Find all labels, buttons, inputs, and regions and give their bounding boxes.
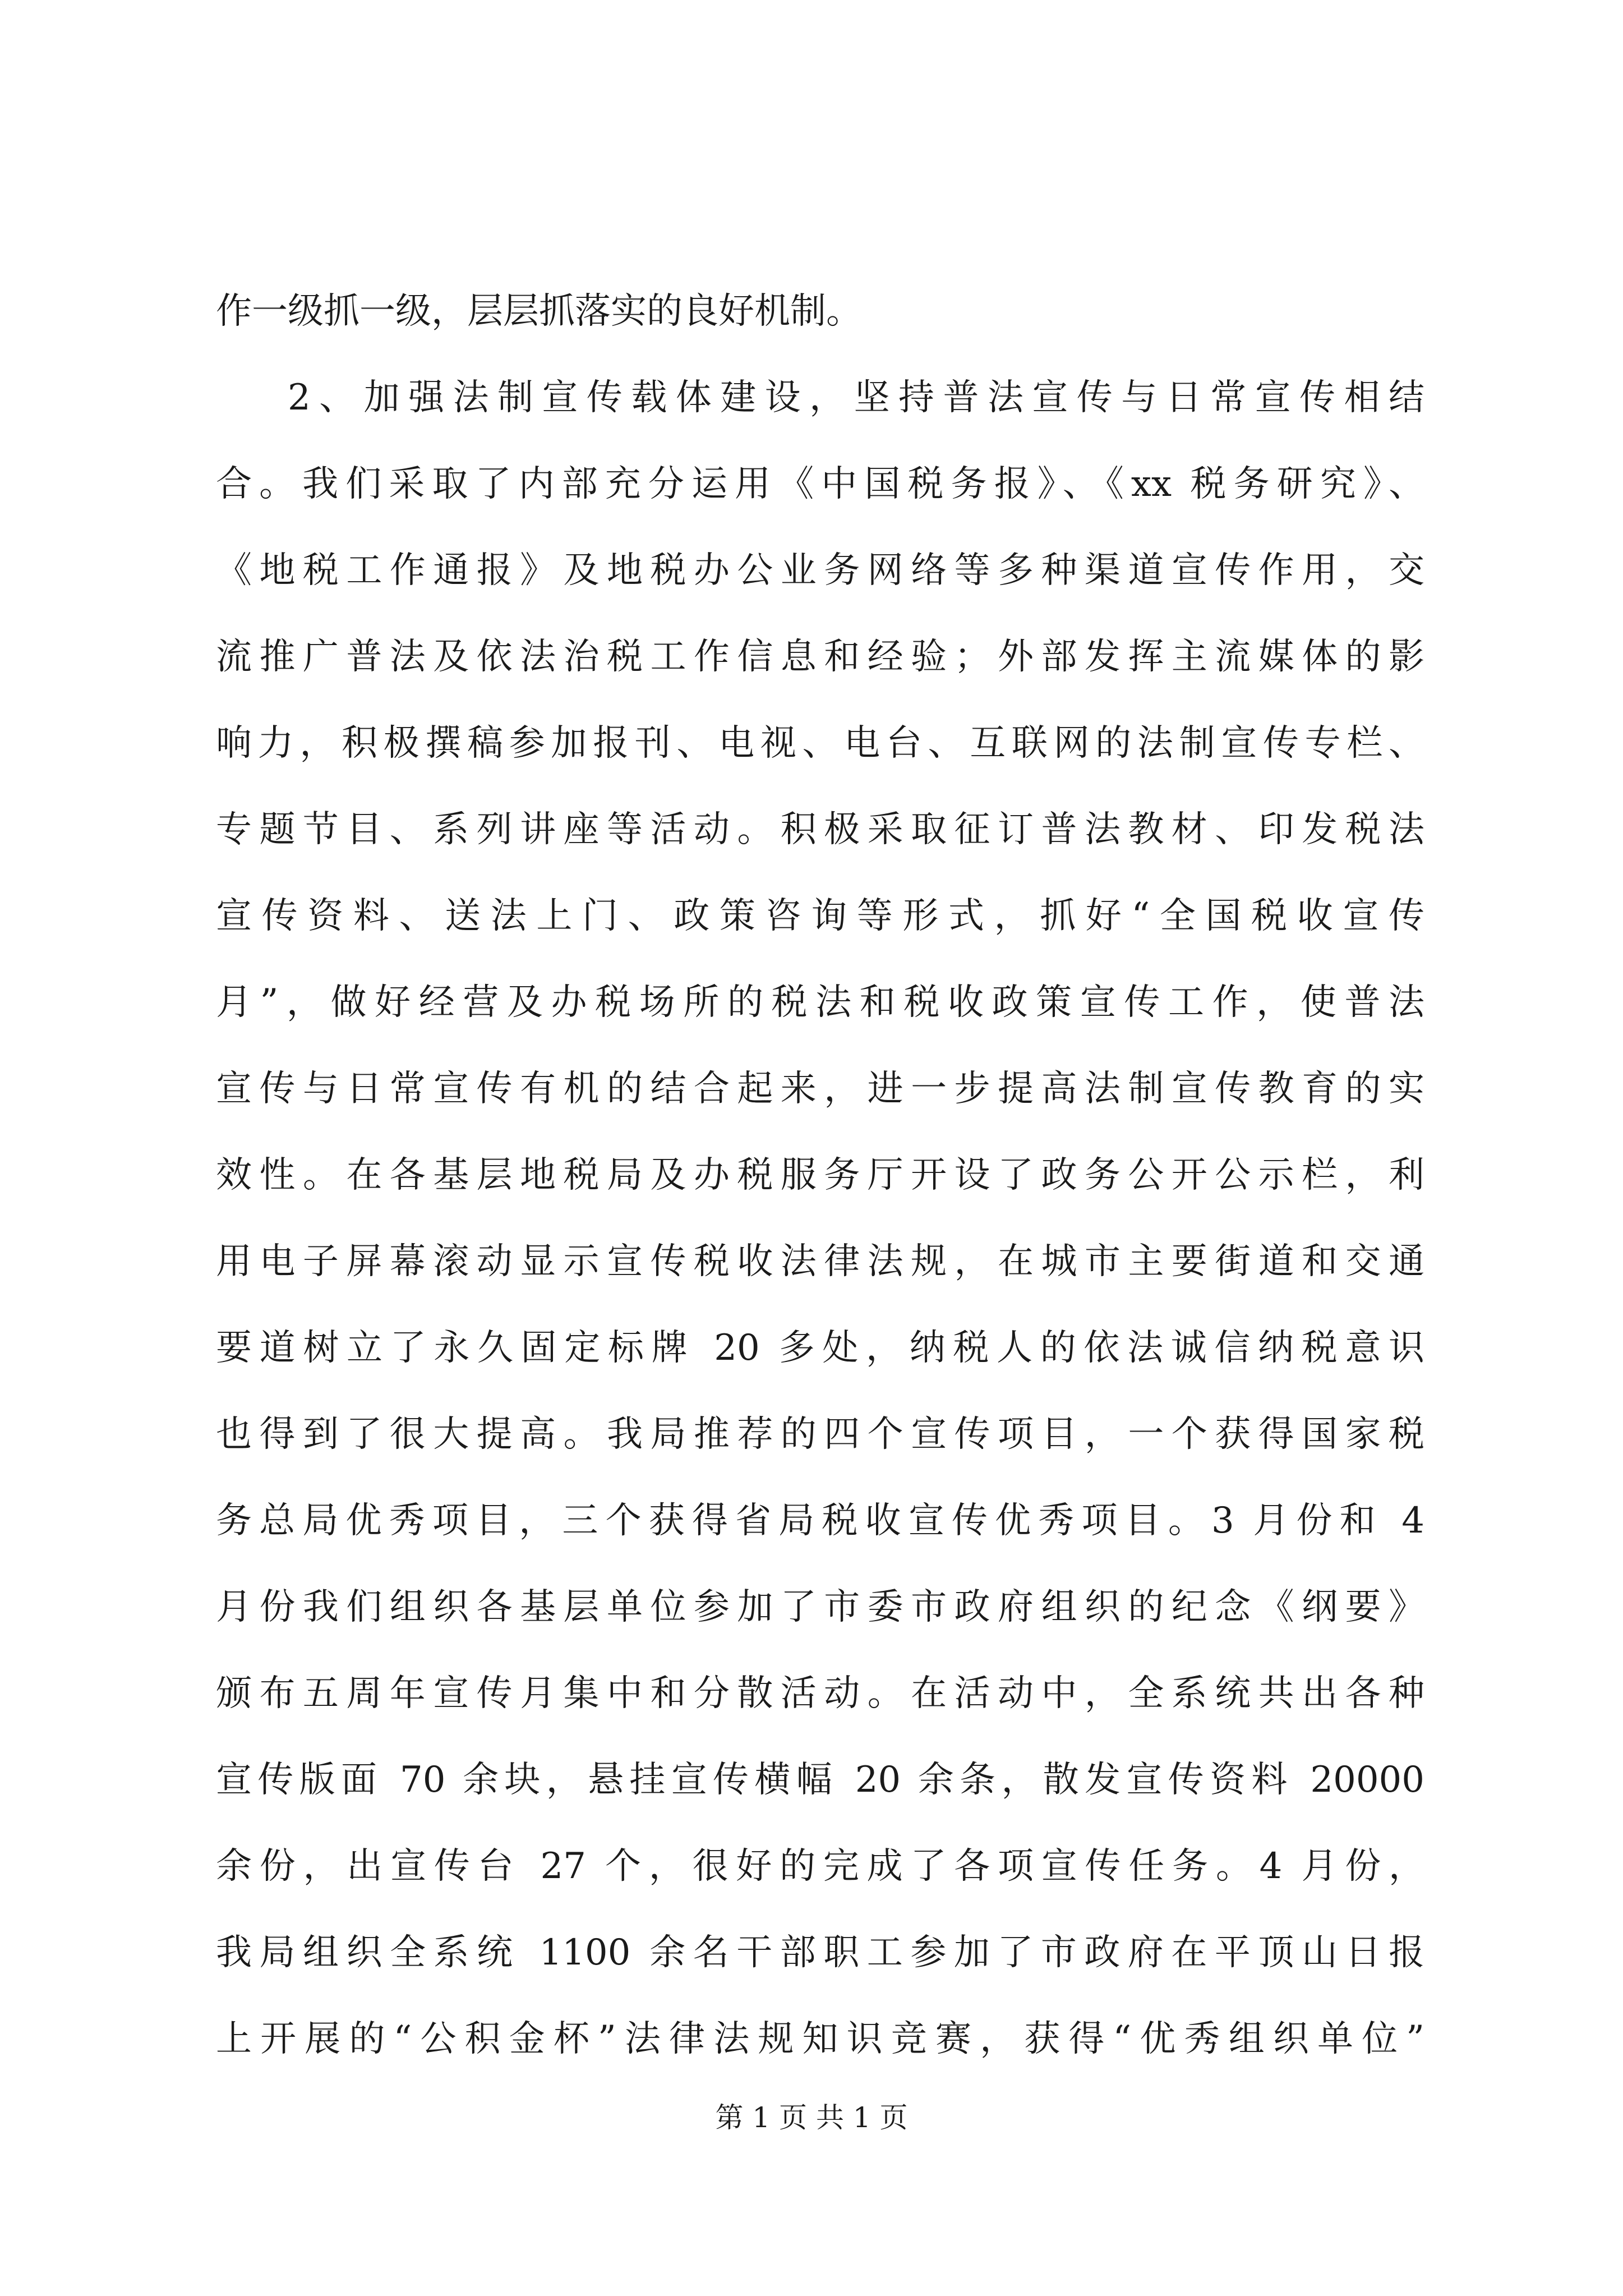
paragraph-line: 用电子屏幕滚动显示宣传税收法律法规，在城市主要街道和交通 (216, 1241, 1424, 1282)
paragraph-line: 流推广普法及依法治税工作信息和经验；外部发挥主流媒体的影 (216, 636, 1424, 678)
paragraph-line: 《地税工作通报》及地税办公业务网络等多种渠道宣传作用，交 (216, 550, 1424, 591)
document-body (216, 268, 1424, 2082)
paragraph-line: 务总局优秀项目，三个获得省局税收宣传优秀项目。3 月份和 4 (216, 1500, 1424, 1542)
paragraph-line: 颁布五周年宣传月集中和分散活动。在活动中，全系统共出各种 (216, 1673, 1424, 1714)
paragraph-line: 也得到了很大提高。我局推荐的四个宣传项目，一个获得国家税 (216, 1414, 1424, 1455)
paragraph-line: 作一级抓一级，层层抓落实的良好机制。 (216, 291, 862, 332)
paragraph-line: 2、加强法制宣传载体建设，坚持普法宣传与日常宣传相结 (288, 377, 1424, 418)
paragraph-line: 响力，积极撰稿参加报刊、电视、电台、互联网的法制宣传专栏、 (216, 723, 1424, 764)
paragraph-line: 上开展的“公积金杯”法律法规知识竞赛，获得“优秀组织单位” (216, 2018, 1424, 2060)
paragraph-line: 宣传版面 70 余块，悬挂宣传横幅 20 余条，散发宣传资料 20000 (216, 1759, 1424, 1801)
paragraph-line: 合。我们采取了内部充分运用《中国税务报》、《xx 税务研究》、 (216, 463, 1424, 505)
paragraph-line: 专题节目、系列讲座等活动。积极采取征订普法教材、印发税法 (216, 809, 1424, 850)
paragraph-line: 要道树立了永久固定标牌 20 多处，纳税人的依法诚信纳税意识 (216, 1327, 1424, 1369)
paragraph-line: 宣传资料、送法上门、政策咨询等形式，抓好“全国税收宣传 (216, 895, 1424, 937)
paragraph-line: 宣传与日常宣传有机的结合起来，进一步提高法制宣传教育的实 (216, 1068, 1424, 1110)
paragraph-line: 月”，做好经营及办税场所的税法和税收政策宣传工作，使普法 (216, 982, 1424, 1023)
paragraph-line: 效性。在各基层地税局及办税服务厅开设了政务公开公示栏，利 (216, 1154, 1424, 1196)
paragraph-line: 月份我们组织各基层单位参加了市委市政府组织的纪念《纲要》 (216, 1586, 1424, 1628)
page-number-footer: 第 1 页 共 1 页 (715, 2101, 908, 2134)
paragraph-line: 我局组织全系统 1100 余名干部职工参加了市政府在平顶山日报 (216, 1932, 1424, 1973)
paragraph-line: 余份，出宣传台 27 个，很好的完成了各项宣传任务。4 月份， (216, 1846, 1424, 1887)
